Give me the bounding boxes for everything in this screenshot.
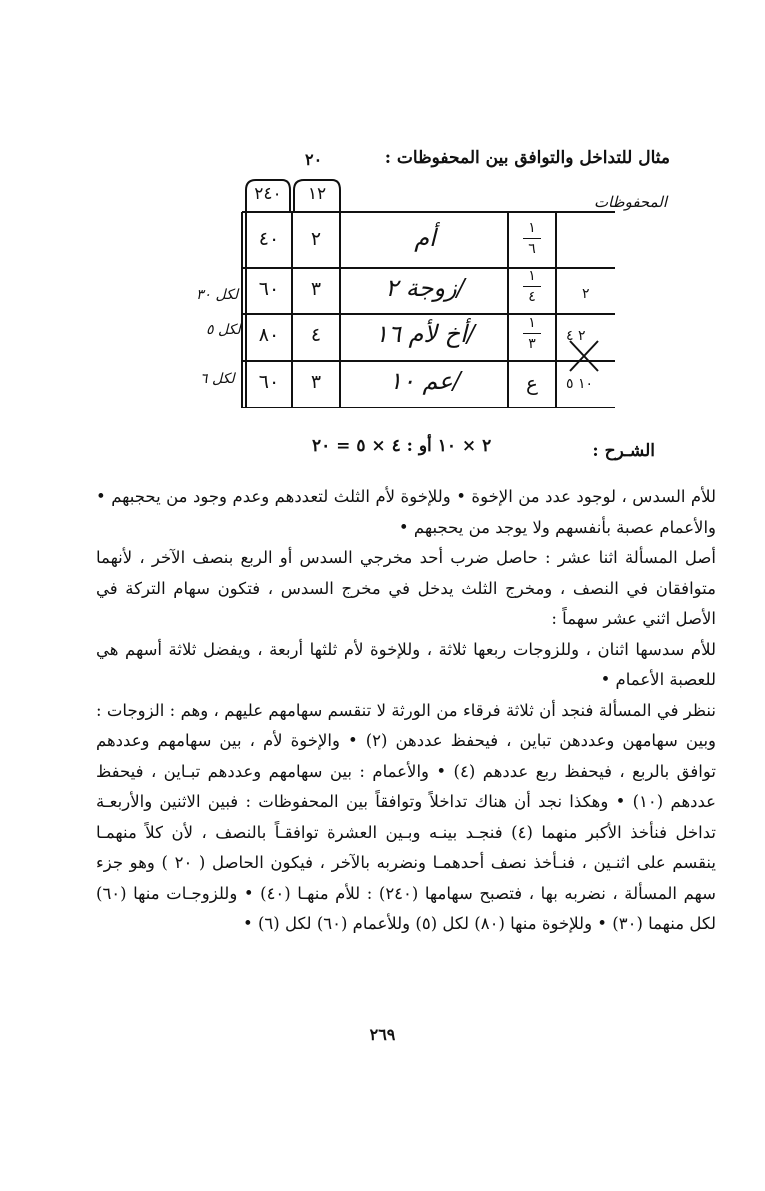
row3-right-note: ٢ ٤	[566, 328, 586, 344]
row4-right-note: ١٠ ٥	[566, 376, 594, 392]
row4-share-240: ٦٠	[258, 371, 280, 393]
row1-fraction-den: ٦	[528, 241, 536, 257]
left-note-row2: لكل ٣٠	[196, 287, 239, 303]
row4-fraction: ع	[526, 371, 538, 395]
inheritance-table	[240, 176, 615, 408]
row4-heir: عم ١٠/	[389, 367, 461, 395]
row2-fraction	[517, 268, 547, 305]
row1-fraction	[517, 220, 547, 257]
row2-fraction-num: ١	[528, 268, 536, 284]
paragraph-1: للأم السدس ، لوجود عدد من الإخوة • وللإخوة لأم الثلث لتعددهم وعدم وجود من يحجبهم • والأعمام عصبة بأنفسهم ولا يوجد من يحجبهم •	[96, 487, 716, 537]
left-note-row3: لكل ٥	[206, 322, 241, 338]
formula: ٢ × ١٠ أو : ٤ × ٥ = ٢٠	[312, 436, 492, 456]
row2-share-12: ٣	[310, 278, 322, 300]
explanation-text	[96, 482, 716, 940]
row1-fraction-num: ١	[528, 220, 536, 236]
row3-share-12: ٤	[310, 324, 322, 346]
row2-share-240: ٦٠	[258, 278, 280, 300]
row2-right-note: ٢	[582, 286, 590, 302]
row1-share-240: ٤٠	[258, 228, 280, 250]
row3-fraction	[517, 315, 547, 352]
paragraph-4: ننظر في المسألة فنجد أن ثلاثة فرقاء من الورثة لا تنقسم سهامهم عليهم ، وهم : الزوجات : وبين سهامهن وعددهن تباين ، فيحفظ عددهن (٢) • والإخوة لأم ، بين سهامهم وعددهم توافق بالربع ، فيحفظ ربع عددهم (٤) • والأعمام : بين سهامهم وعددهم تبـاين ، فيحفظ عددهم (١٠) • وهكذا نجد أن هناك تداخلاً وتوافقاً بين المحفوظات : فبين الاثنين والأربعـة تداخل فنأخذ الأكبر منهما (٤) فنجـد بينـه وبـين العشرة توافقـاً بالنصف ، لأن كلاً منهمـا ينقسم على اثنـين ، فنـأخذ نصف أحدهمـا ونضربه بالآخر ، فيكون الحاصل ( ٢٠ ) وهو جزء سهم المسألة ، نضربه بها ، فتصبح سهامها (٢٤٠) : للأم منهـا (٤٠) • وللزوجـات منها (٦٠) لكل منهما (٣٠) • وللإخوة منها (٨٠) لكل (٥) وللأعمام (٦٠) لكل (٦) •	[96, 700, 717, 933]
row3-share-240: ٨٠	[258, 324, 280, 346]
left-note-row4: لكل ٦	[200, 371, 235, 387]
row3-fraction-den: ٣	[528, 336, 536, 352]
row3-heir: أخ لأم ١٦/	[375, 320, 475, 348]
paragraph-2: أصل المسألة اثنا عشر : حاصل ضرب أحد مخرجي السدس أو الربع بنصف الآخر ، لأنهما متوافقان في النصف ، ومخرج الثلث يدخل في مخرج السدس ، فتكون سهام التركة في الأصل اثني عشر سهماً :	[96, 548, 716, 628]
row1-heir: أم	[414, 224, 436, 252]
row4-share-12: ٣	[310, 371, 322, 393]
top-number: ٢٠	[305, 150, 323, 169]
row1-share-12: ٢	[310, 228, 322, 250]
sharh-label: الشـرح :	[592, 441, 655, 461]
example-heading: مثال للتداخل والتوافق بين المحفوظات :	[384, 148, 670, 168]
paragraph-3: للأم سدسها اثنان ، وللزوجات ربعها ثلاثة ، وللإخوة لأم ثلثها أربعة ، ويفضل ثلاثة أسهم هي للعصبة الأعمام •	[96, 639, 716, 689]
page-number: ٢٦٩	[369, 1025, 396, 1044]
row3-fraction-num: ١	[528, 315, 536, 331]
row2-heir: زوجة ٢/	[385, 274, 465, 302]
col-header-12: ١٢	[307, 184, 327, 204]
col-header-240: ٢٤٠	[254, 184, 282, 204]
margin-label: المحفوظات	[593, 193, 667, 211]
row2-fraction-den: ٤	[528, 289, 536, 305]
